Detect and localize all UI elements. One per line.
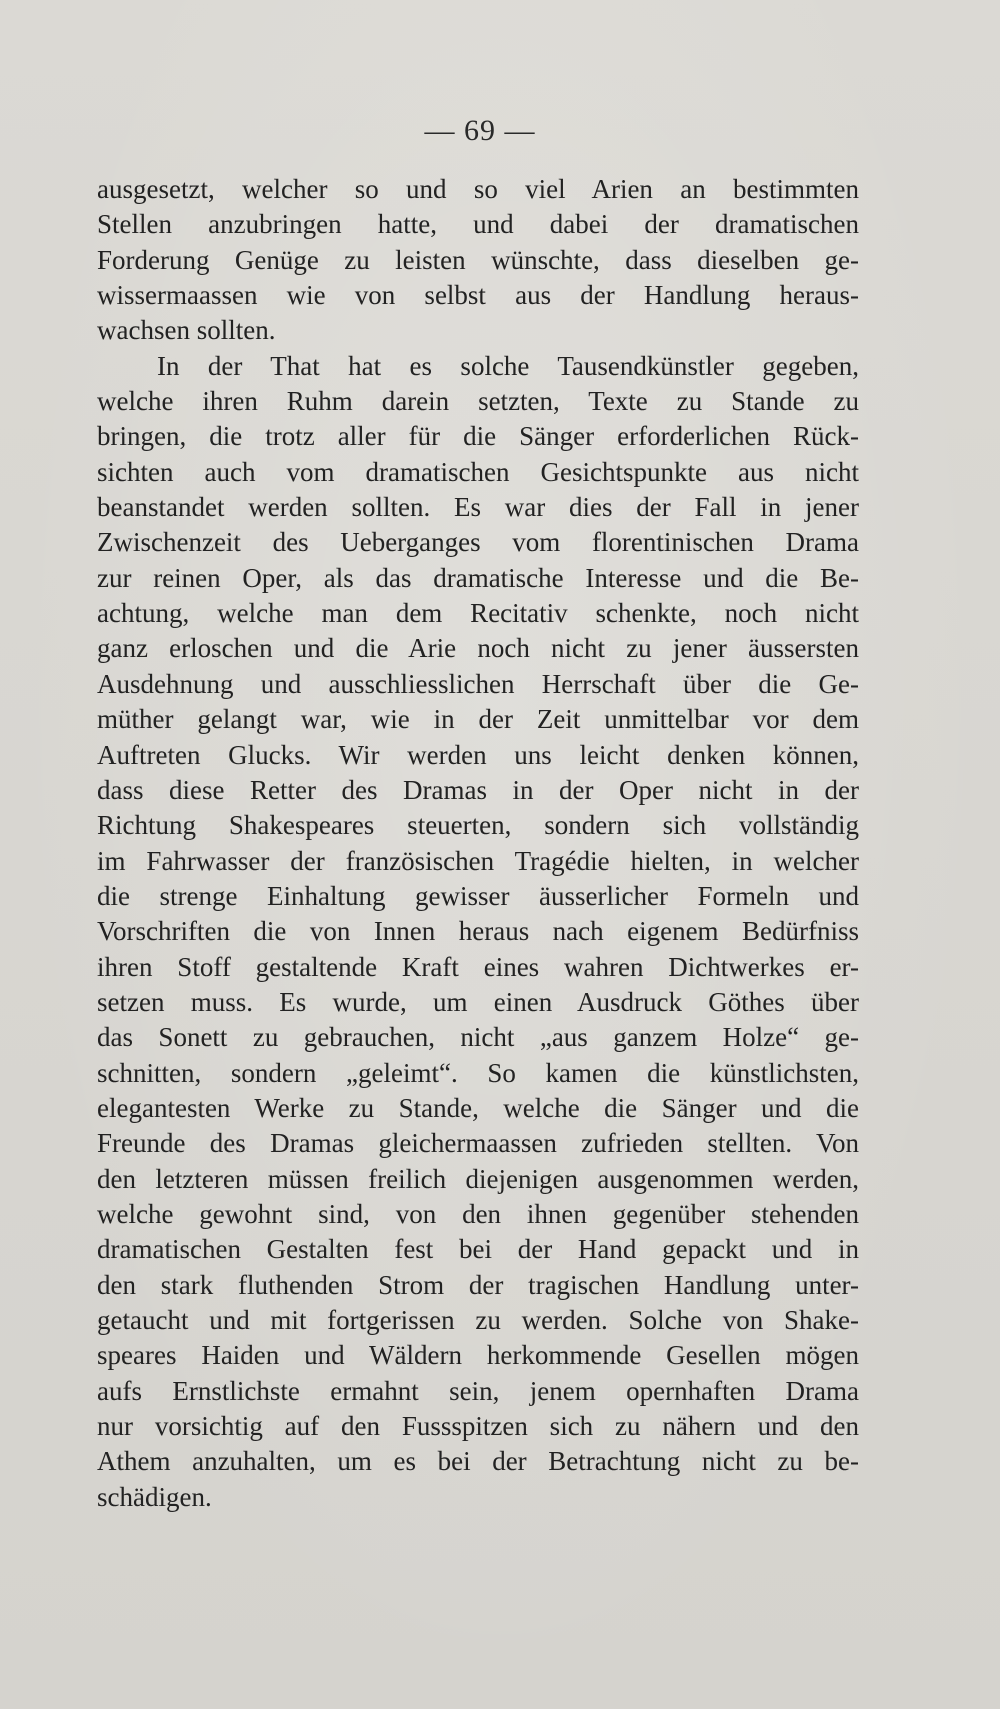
text-line: welche ihren Ruhm darein setzten, Texte zu Stande zu	[97, 386, 859, 417]
text-line: In der That hat es solche Tausendkünstler gegeben,	[157, 350, 859, 381]
text-line: ganz erloschen und die Arie noch nicht zu jener äussersten	[97, 633, 859, 664]
text-line: ausgesetzt, welcher so und so viel Arien an bestimmten	[97, 174, 859, 204]
text-line: Auftreten Glucks. Wir werden uns leicht denken können,	[97, 739, 859, 770]
text-line: den stark fluthenden Strom der tragischen Handlung unter-	[97, 1269, 859, 1300]
text-line: Richtung Shakespeares steuerten, sondern sich vollständig	[97, 810, 859, 841]
text-line: schädigen.	[97, 1481, 212, 1512]
body-text	[97, 172, 859, 1515]
text-line: Ausdehnung und ausschliesslichen Herrschaft über die Ge-	[97, 668, 859, 699]
text-line: dramatischen Gestalten fest bei der Hand gepackt und in	[97, 1234, 859, 1265]
text-line: im Fahrwasser der französischen Tragédie hielten, in welcher	[97, 845, 859, 876]
text-line: sichten auch vom dramatischen Gesichtspunkte aus nicht	[97, 456, 859, 487]
text-line: welche gewohnt sind, von den ihnen gegenüber stehenden	[97, 1198, 859, 1229]
page-number: — 69 —	[424, 114, 536, 147]
text-line: Zwischenzeit des Ueberganges vom florentinischen Drama	[97, 527, 859, 558]
text-line: ihren Stoff gestaltende Kraft eines wahren Dichtwerkes er-	[97, 951, 859, 982]
text-line: dass diese Retter des Dramas in der Oper nicht in der	[97, 774, 859, 805]
text-line: Athem anzuhalten, um es bei der Betrachtung nicht zu be-	[97, 1446, 859, 1477]
text-line: wachsen sollten.	[97, 315, 276, 346]
text-line: den letzteren müssen freilich diejenigen ausgenommen werden,	[97, 1163, 859, 1194]
text-line: beanstandet werden sollten. Es war dies der Fall in jener	[97, 492, 859, 523]
text-line: Forderung Genüge zu leisten wünschte, dass dieselben ge-	[97, 244, 859, 275]
text-line: bringen, die trotz aller für die Sänger erforderlichen Rück-	[97, 421, 859, 452]
text-line: müther gelangt war, wie in der Zeit unmittelbar vor dem	[97, 704, 859, 735]
text-line: achtung, welche man dem Recitativ schenkte, noch nicht	[97, 598, 859, 629]
text-line: elegantesten Werke zu Stande, welche die Sänger und die	[97, 1092, 859, 1123]
text-line: schnitten, sondern „geleimt“. So kamen die künstlichsten,	[97, 1057, 859, 1088]
text-line: wissermaassen wie von selbst aus der Handlung heraus-	[97, 280, 859, 311]
text-line: speares Haiden und Wäldern herkommende Gesellen mögen	[97, 1340, 859, 1371]
text-line: das Sonett zu gebrauchen, nicht „aus ganzem Holze“ ge-	[97, 1022, 859, 1053]
text-line: Stellen anzubringen hatte, und dabei der dramatischen	[97, 209, 859, 240]
text-line: Vorschriften die von Innen heraus nach eigenem Bedürfniss	[97, 916, 859, 947]
text-line: die strenge Einhaltung gewisser äusserlicher Formeln und	[97, 880, 859, 911]
text-line: Freunde des Dramas gleichermaassen zufrieden stellten. Von	[97, 1128, 859, 1159]
text-line: nur vorsichtig auf den Fussspitzen sich zu nähern und den	[97, 1411, 859, 1442]
text-line: setzen muss. Es wurde, um einen Ausdruck Göthes über	[97, 986, 859, 1017]
text-line: zur reinen Oper, als das dramatische Interesse und die Be-	[97, 562, 859, 593]
text-line: aufs Ernstlichste ermahnt sein, jenem opernhaften Drama	[97, 1375, 859, 1406]
text-line: getaucht und mit fortgerissen zu werden. Solche von Shake-	[97, 1305, 859, 1335]
